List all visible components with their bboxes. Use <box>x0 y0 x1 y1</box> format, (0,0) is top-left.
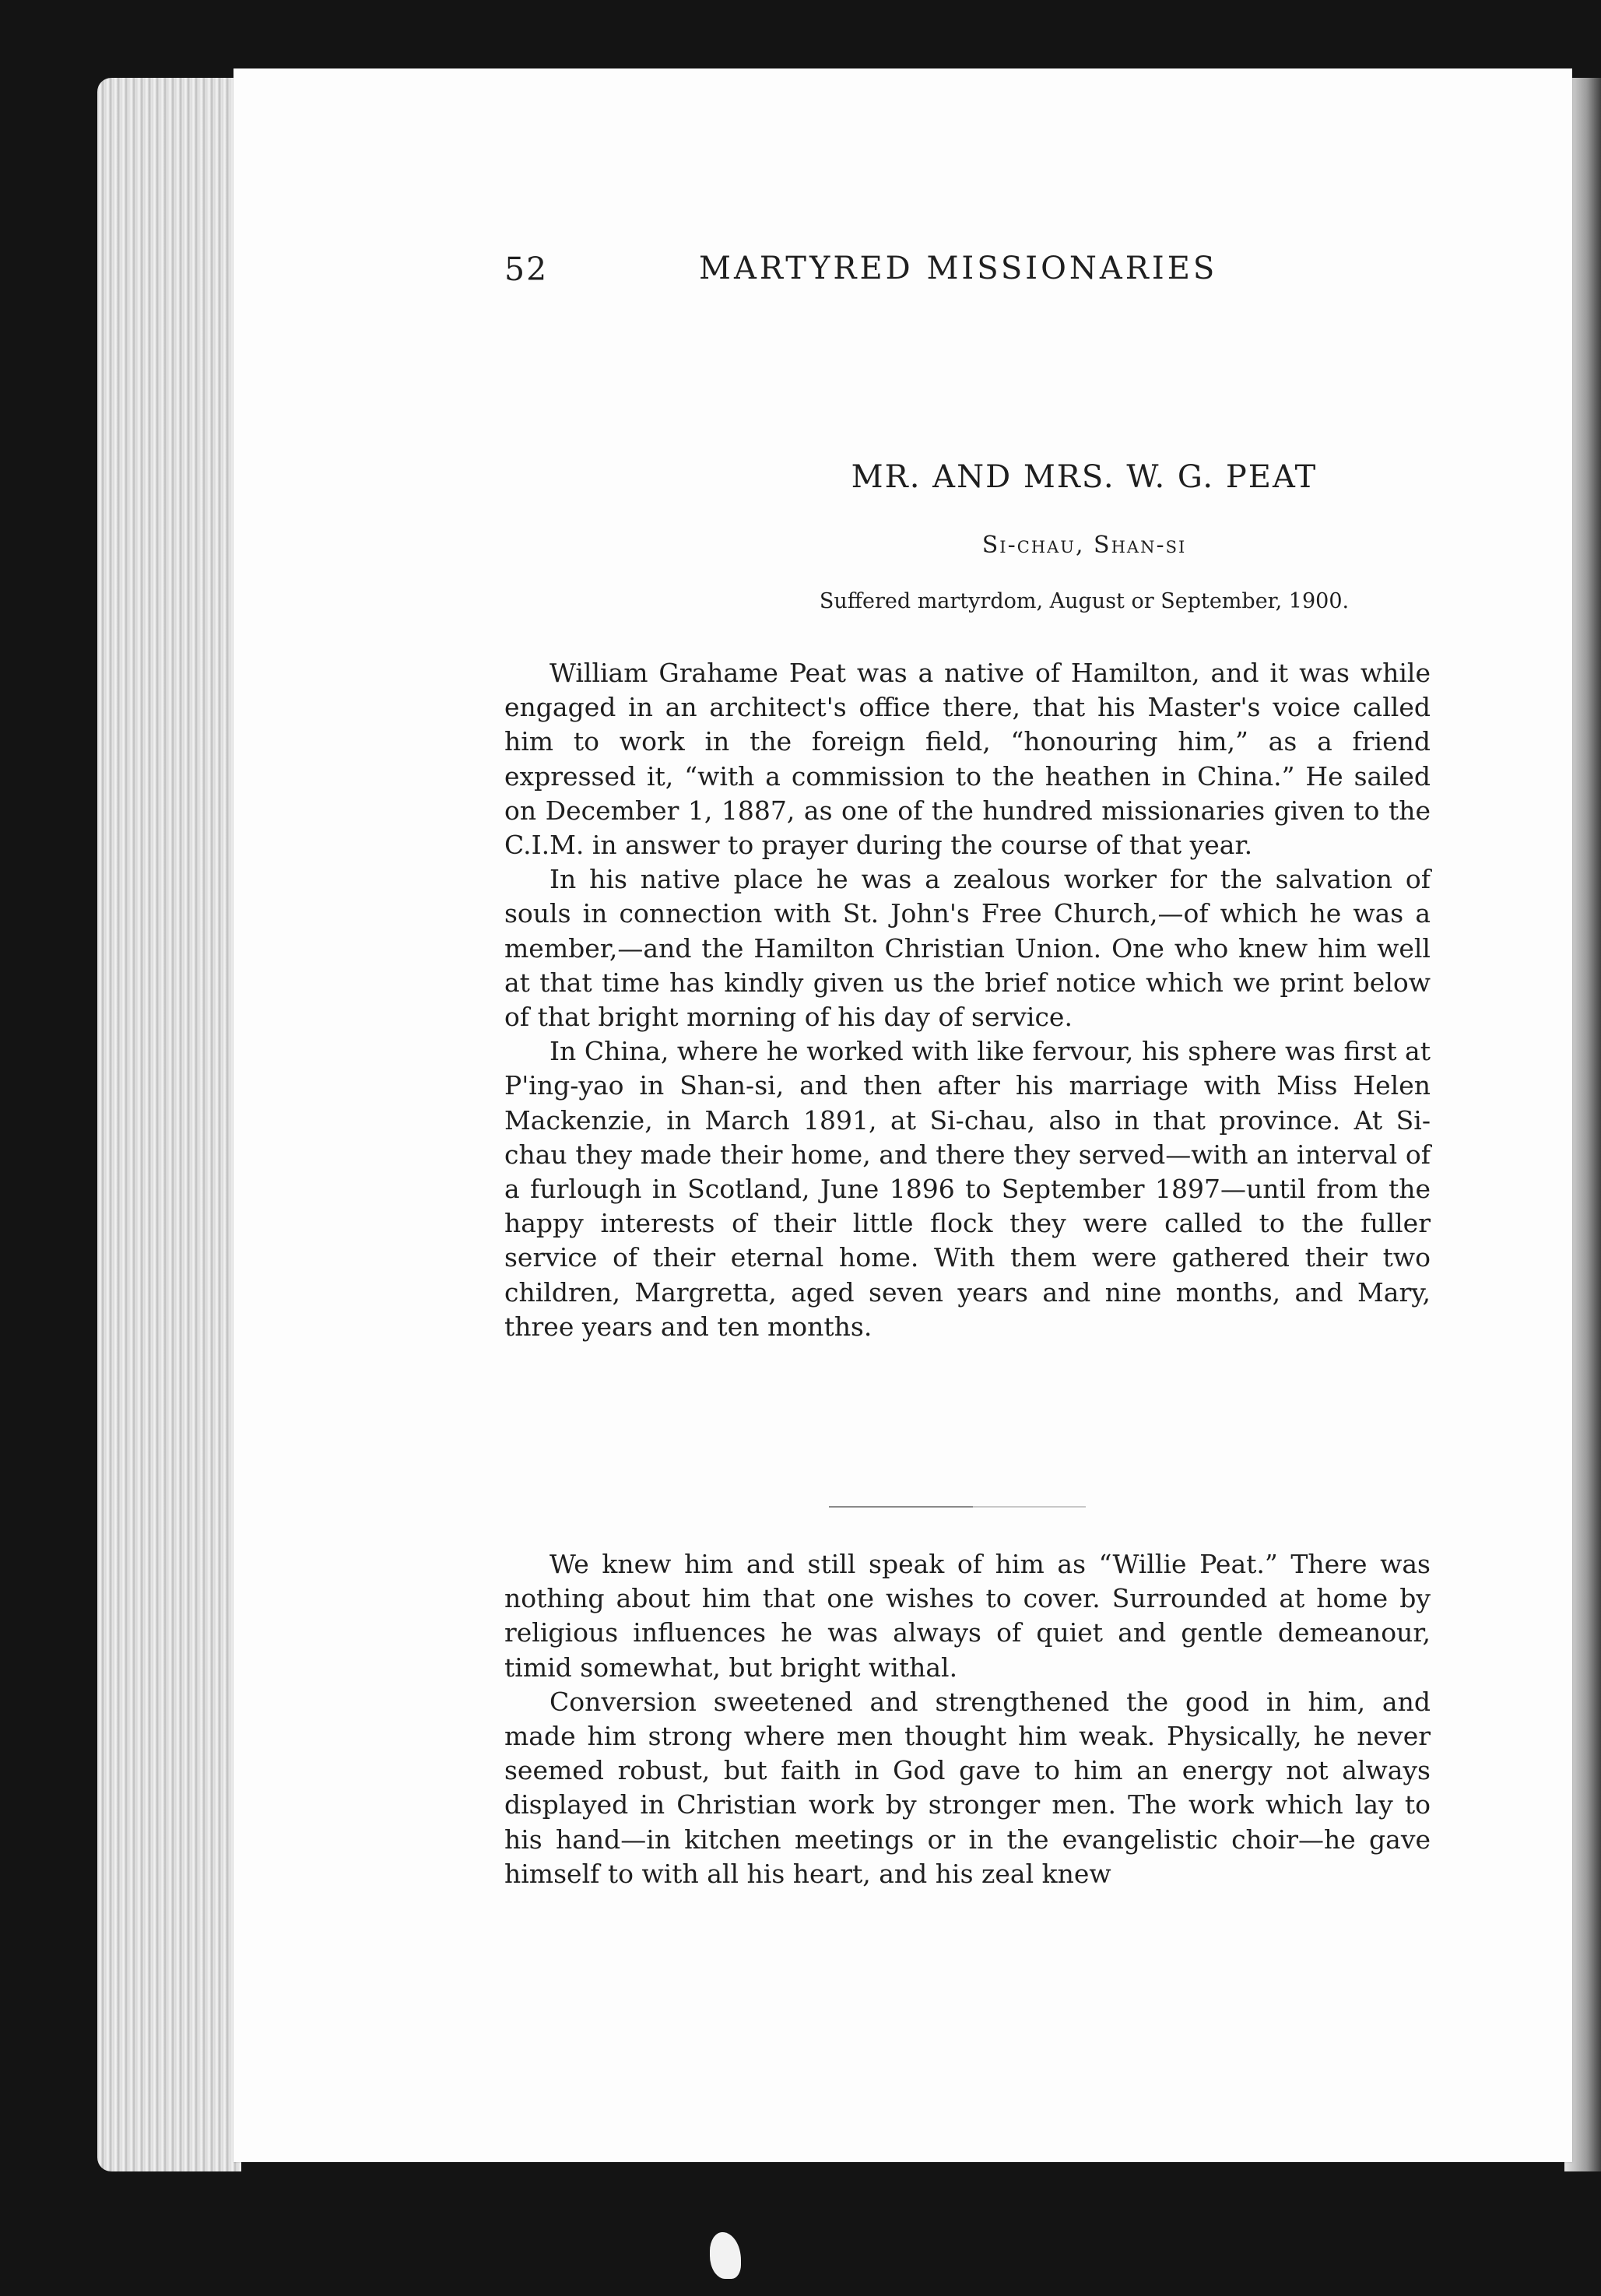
paragraph: We knew him and still speak of him as “Willie Peat.” There was nothing about him that one wishes to cover. Surrounded at home by religious influences he was always of quiet and gentle demeanour, timid somewhat, but bright withal. <box>504 1549 1431 1683</box>
article-date-line: Suffered martyrdom, August or September, 1900. <box>819 589 1350 613</box>
article-location: Si-chau, Shan-si <box>981 532 1187 559</box>
paragraph: In his native place he was a zealous worker for the salvation of souls in connection with St. John's Free Church,—of which he was a member,—and the Hamilton Christian Union. One who knew him well at that time has kindly given us the brief notice which we print below of that bright morning of his day of service. <box>504 864 1431 1033</box>
article-section-2 <box>504 1547 1431 1891</box>
paragraph: In China, where he worked with like fervour, his sphere was first at P'ing-yao in Shan-si, and then after his marriage with Miss Helen Mackenzie, in March 1891, at Si-chau, also in that province. At Si-chau they made their home, and there they served—with an interval of a furlough in Scotland, June 1896 to September 1897—until from the happy interests of their little flock they were called to the fuller service of their eternal home. With them were gathered their two children, Margretta, aged seven years and nine months, and Mary, three years and ten months. <box>504 1036 1431 1342</box>
article-heading: MR. AND MRS. W. G. PEAT <box>851 459 1318 495</box>
running-title: MARTYRED MISSIONARIES <box>699 251 1218 286</box>
paragraph: Conversion sweetened and strengthened the good in him, and made him strong where men thought him weak. Physically, he never seemed robust, but faith in God gave to him an energy not always displayed in Christian work by stronger men. The work which lay to his hand—in kitchen meetings or in the evangelistic choir—he gave himself to with all his heart, and his zeal knew <box>504 1686 1431 1889</box>
section-divider-fade <box>973 1506 1086 1508</box>
running-head <box>504 251 1508 297</box>
scan-border-left <box>0 0 109 2296</box>
page-number: 52 <box>504 251 549 288</box>
article-section-1 <box>504 656 1431 1344</box>
paragraph: William Grahame Peat was a native of Hamilton, and it was while engaged in an architect's office there, that his Master's voice called him to work in the foreign field, “honouring him,” as a friend expressed it, “with a commission to the heathen in China.” He sailed on December 1, 1887, as one of the hundred missionaries given to the C.I.M. in answer to prayer during the course of that year. <box>504 658 1431 861</box>
book-page-edges <box>97 78 241 2171</box>
